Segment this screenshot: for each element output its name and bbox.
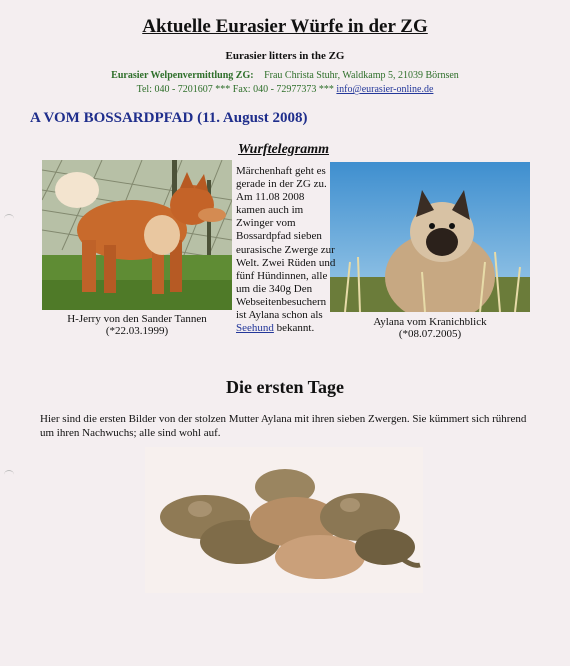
- litter-heading: A VOM BOSSARDPFAD (11. August 2008): [30, 110, 308, 126]
- first-days-heading: Die ersten Tage: [226, 377, 344, 397]
- telegram-body: Märchenhaft geht es gerade in der ZG zu. Am 11.08 2008 kamen auch im Zwinger vom Bossardpfad sieben eurasische Zwerge zur Welt. Zwei Rüden und fünf Hündinnen, alle um die 340g Den Webseitenbesuchern ist Aylana schon als: [236, 165, 336, 322]
- sire-birthdate: (*22.03.1999): [105, 325, 169, 337]
- contact-phone-line: [0, 84, 570, 95]
- email-link[interactable]: info@eurasier-online.de: [336, 84, 434, 95]
- sire-name: H-Jerry von den Sander Tannen: [67, 313, 207, 325]
- sire-caption: [42, 313, 232, 337]
- contact-address: Frau Christa Stuhr, Waldkamp 5, 21039 Börnsen: [264, 70, 459, 81]
- dam-photo: [330, 162, 530, 312]
- page-subtitle: Eurasier litters in the ZG: [225, 50, 345, 62]
- dam-name: Aylana vom Kranichblick: [373, 316, 487, 328]
- sire-photo: [42, 160, 232, 310]
- contact-phones: Tel: 040 - 7201607 *** Fax: 040 - 72977373 ***: [136, 84, 334, 95]
- punch-hole-mark: [4, 214, 14, 223]
- dam-birthdate: (*08.07.2005): [398, 328, 462, 340]
- contact-line: [0, 70, 570, 81]
- punch-hole-mark: [4, 470, 14, 479]
- telegram-heading: Wurftelegramm: [238, 142, 330, 157]
- dam-caption: [330, 316, 530, 340]
- telegram-text: [236, 165, 336, 335]
- telegram-tail: bekannt.: [276, 322, 315, 335]
- contact-label: Eurasier Welpenvermittlung ZG:: [111, 70, 254, 81]
- page-title: Aktuelle Eurasier Würfe in der ZG: [142, 16, 428, 37]
- puppies-photo: [145, 447, 423, 593]
- first-days-text: Hier sind die ersten Bilder von der stolzen Mutter Aylana mit ihren sieben Zwergen. Sie kümmert sich rührend um ihren Nachwuchs; alle sind wohl auf.: [40, 413, 527, 439]
- seehund-link[interactable]: Seehund: [236, 322, 274, 335]
